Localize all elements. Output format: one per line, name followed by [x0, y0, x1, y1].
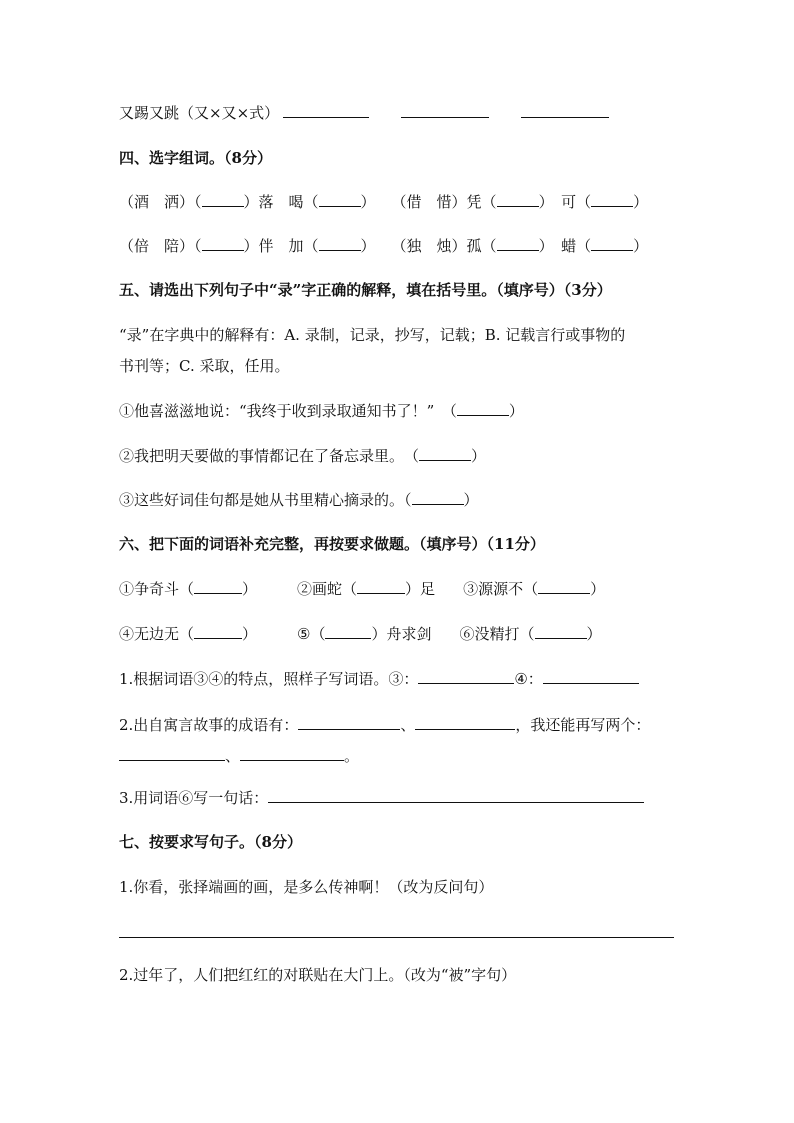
s5-sentence-1	[119, 400, 524, 421]
question-text: ，我还能再写两个：	[515, 716, 651, 734]
s5-sentence-3	[119, 489, 479, 510]
s6-idiom-row-1	[119, 578, 605, 599]
s6-question-1	[119, 668, 639, 689]
s5-sentence-text: ②我把明天要做的事情都记在了备忘录里。 （	[119, 447, 420, 465]
s4-row1-text: ）落 喝（	[243, 193, 319, 211]
question-text: 3.用词语⑥写一句话：	[119, 789, 269, 807]
q3-tail-line	[119, 102, 609, 123]
answer-blank[interactable]	[240, 745, 344, 761]
question-text: 1.根据词语③④的特点，照样子写词语。③：	[119, 670, 419, 688]
idiom-text: ）	[586, 625, 602, 643]
answer-blank[interactable]	[268, 787, 644, 803]
s7-question-2: 2.过年了，人们把红红的对联贴在大门上。（改为“被”字句）	[119, 966, 517, 984]
answer-blank[interactable]	[457, 400, 509, 416]
s5-sentence-text: ③这些好词佳句都是她从书里精心摘录的。（	[119, 491, 412, 509]
blank[interactable]	[283, 102, 369, 118]
idiom-text: ①争奇斗（	[119, 580, 195, 598]
idiom-text: ）舟求剑	[371, 625, 432, 643]
idiom-text: ）	[590, 580, 606, 598]
blank[interactable]	[202, 235, 244, 251]
idiom-text: ②画蛇（	[297, 580, 358, 598]
blank[interactable]	[194, 623, 242, 639]
blank[interactable]	[202, 191, 244, 207]
blank[interactable]	[319, 235, 361, 251]
question-text: 。	[344, 747, 360, 765]
s4-row-1	[119, 191, 648, 212]
answer-blank[interactable]	[418, 668, 514, 684]
s6-question-2	[119, 714, 650, 735]
s4-row1-text: （借 惜）凭（	[391, 193, 497, 211]
blank[interactable]	[497, 235, 539, 251]
s5-sentence-2	[119, 445, 486, 466]
s5-definition-line-1: “录”在字典中的解释有：A. 录制，记录，抄写，记载；B. 记载言行或事物的	[119, 326, 626, 344]
blank[interactable]	[591, 191, 633, 207]
answer-blank[interactable]	[543, 668, 639, 684]
blank[interactable]	[497, 191, 539, 207]
s5-sentence-text: ）	[463, 491, 479, 509]
section-7-title: 七、按要求写句子。（8分）	[119, 833, 302, 851]
blank[interactable]	[357, 578, 405, 594]
question-text: 、	[225, 747, 241, 765]
s5-definition-line-2: 书刊等；C. 采取，任用。	[119, 357, 290, 375]
idiom-text: ）足	[405, 580, 436, 598]
blank[interactable]	[538, 578, 590, 594]
s4-row2-text: （倍 陪）（	[119, 237, 202, 255]
blank[interactable]	[591, 235, 633, 251]
s5-sentence-text: ）	[508, 402, 524, 420]
s6-idiom-row-2	[119, 623, 602, 644]
idiom-text: ）	[242, 625, 258, 643]
s5-sentence-text: ）	[471, 447, 487, 465]
section-5-title: 五、请选出下列句子中“录”字正确的解释，填在括号里。（填序号）（3分）	[119, 281, 612, 299]
answer-blank[interactable]	[298, 714, 400, 730]
blank[interactable]	[319, 191, 361, 207]
s4-row1-text: （酒 洒）（	[119, 193, 202, 211]
section-6-title: 六、把下面的词语补充完整，再按要求做题。（填序号）（11分）	[119, 535, 545, 553]
answer-blank[interactable]	[412, 489, 464, 505]
section-4-title: 四、选字组词。（8分）	[119, 149, 272, 167]
s4-row1-text: ）	[360, 193, 376, 211]
s6-question-3	[119, 787, 644, 808]
answer-blank[interactable]	[415, 714, 515, 730]
s4-row2-text: ）	[360, 237, 376, 255]
q3-tail-text: 又踢又跳（又×又×式）	[119, 104, 280, 122]
s4-row2-text: （独 烛）孤（	[391, 237, 497, 255]
blank[interactable]	[325, 623, 371, 639]
blank[interactable]	[535, 623, 587, 639]
idiom-text: ③源源不（	[463, 580, 539, 598]
s4-row1-text: ）	[633, 193, 649, 211]
s4-row2-text: ） 蜡（	[538, 237, 592, 255]
idiom-text: ⑥没精打（	[459, 625, 535, 643]
blank[interactable]	[401, 102, 489, 118]
s4-row-2	[119, 235, 648, 256]
question-text: 、	[400, 716, 416, 734]
s4-row2-text: ）	[633, 237, 649, 255]
s5-sentence-text: ①他喜滋滋地说：“我终于收到录取通知书了！” （	[119, 402, 457, 420]
s4-row2-text: ）伴 加（	[243, 237, 319, 255]
answer-blank[interactable]	[119, 745, 225, 761]
idiom-text: ⑤（	[297, 625, 326, 643]
idiom-text: ④无边无（	[119, 625, 195, 643]
question-text: 2.出自寓言故事的成语有：	[119, 716, 299, 734]
s6-question-2-cont	[119, 745, 359, 766]
question-text: ④：	[514, 670, 543, 688]
s7-question-1: 1.你看，张择端画的画，是多么传神啊！（改为反问句）	[119, 878, 494, 896]
blank[interactable]	[194, 578, 242, 594]
blank[interactable]	[521, 102, 609, 118]
s4-row1-text: ） 可（	[538, 193, 592, 211]
answer-line[interactable]	[119, 937, 674, 938]
idiom-text: ）	[242, 580, 258, 598]
answer-blank[interactable]	[419, 445, 471, 461]
